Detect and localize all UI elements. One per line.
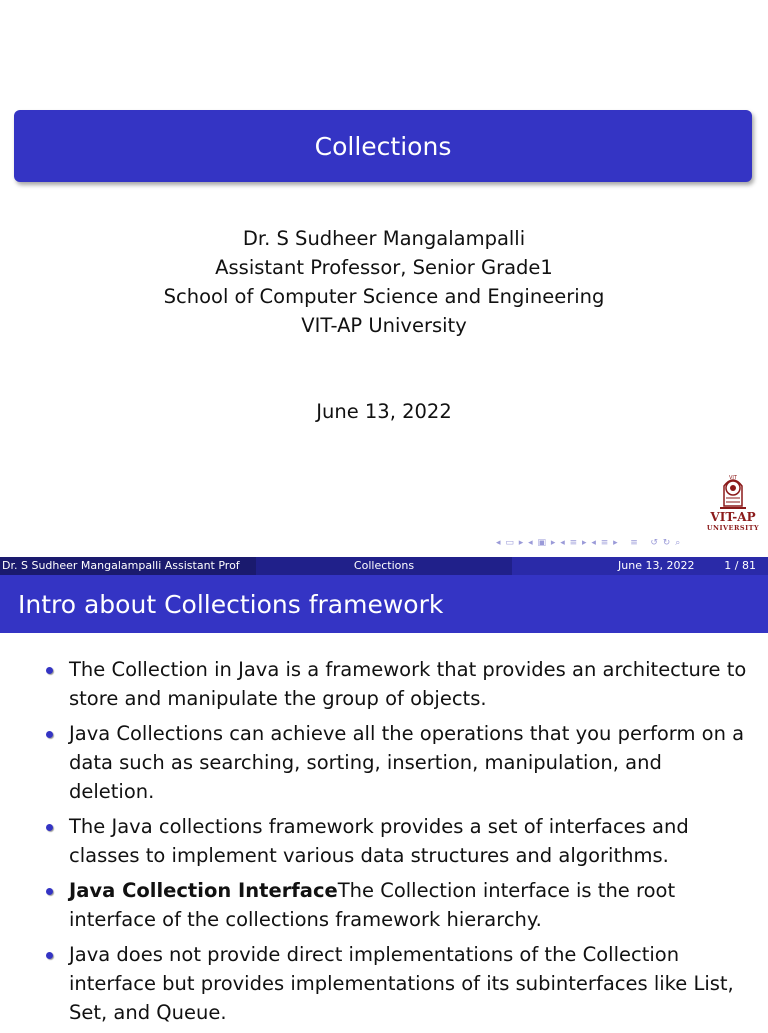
- vit-ap-logo-icon: [704, 470, 762, 536]
- frame-title: Intro about Collections framework: [18, 589, 444, 619]
- bullet-icon: [46, 731, 53, 738]
- author-block: [0, 224, 768, 340]
- bullet-icon: [46, 888, 53, 895]
- bullet-icon: [46, 952, 53, 959]
- list-item: The Java collections framework provides a set of interfaces and classes to implement various data structures and algorithms.: [0, 812, 768, 870]
- slide-title: Collections: [314, 131, 452, 161]
- bullet-icon: [46, 667, 53, 674]
- bullet-icon: [46, 824, 53, 831]
- list-item: Java does not provide direct implementations of the Collection interface but provides implementations of its subinterfaces like List, Set, and Queue.: [0, 940, 768, 1027]
- frame-title-bar: [0, 575, 768, 633]
- author-school: School of Computer Science and Engineering: [163, 285, 605, 308]
- navigation-icons[interactable]: ◂ ▭ ▸ ◂ ▣ ▸ ◂ ≡ ▸ ◂ ≡ ▸ ≡ ↺ ↻ ⌕: [496, 538, 682, 548]
- footer-right: [512, 557, 768, 575]
- logo-sub: UNIVERSITY: [706, 524, 760, 532]
- title-banner: [14, 110, 752, 182]
- list-item: The Collection in Java is a framework that provides an architecture to store and manipulate the group of objects.: [0, 655, 768, 713]
- footer-date: June 13, 2022: [618, 559, 695, 572]
- logo-badge-text: VIT: [729, 475, 737, 481]
- slide-date: June 13, 2022: [316, 400, 452, 423]
- author-position: Assistant Professor, Senior Grade1: [215, 256, 553, 279]
- footer-bar: [0, 557, 768, 575]
- list-item: Java Collections can achieve all the operations that you perform on a data such as searching, sorting, insertion, manipulation, and deletion.: [0, 719, 768, 806]
- author-university: VIT-AP University: [301, 314, 467, 337]
- footer-page: 1 / 81: [724, 559, 756, 572]
- list-item: Java Collection InterfaceThe Collection interface is the root interface of the collections framework hierarchy.: [0, 876, 768, 934]
- footer-author: Dr. S Sudheer Mangalampalli Assistant Prof: [0, 557, 256, 575]
- bullet-list: [0, 655, 768, 1033]
- footer-title: Collections: [256, 557, 512, 575]
- logo-name: VIT-AP: [710, 510, 756, 524]
- author-name: Dr. S Sudheer Mangalampalli: [242, 227, 526, 250]
